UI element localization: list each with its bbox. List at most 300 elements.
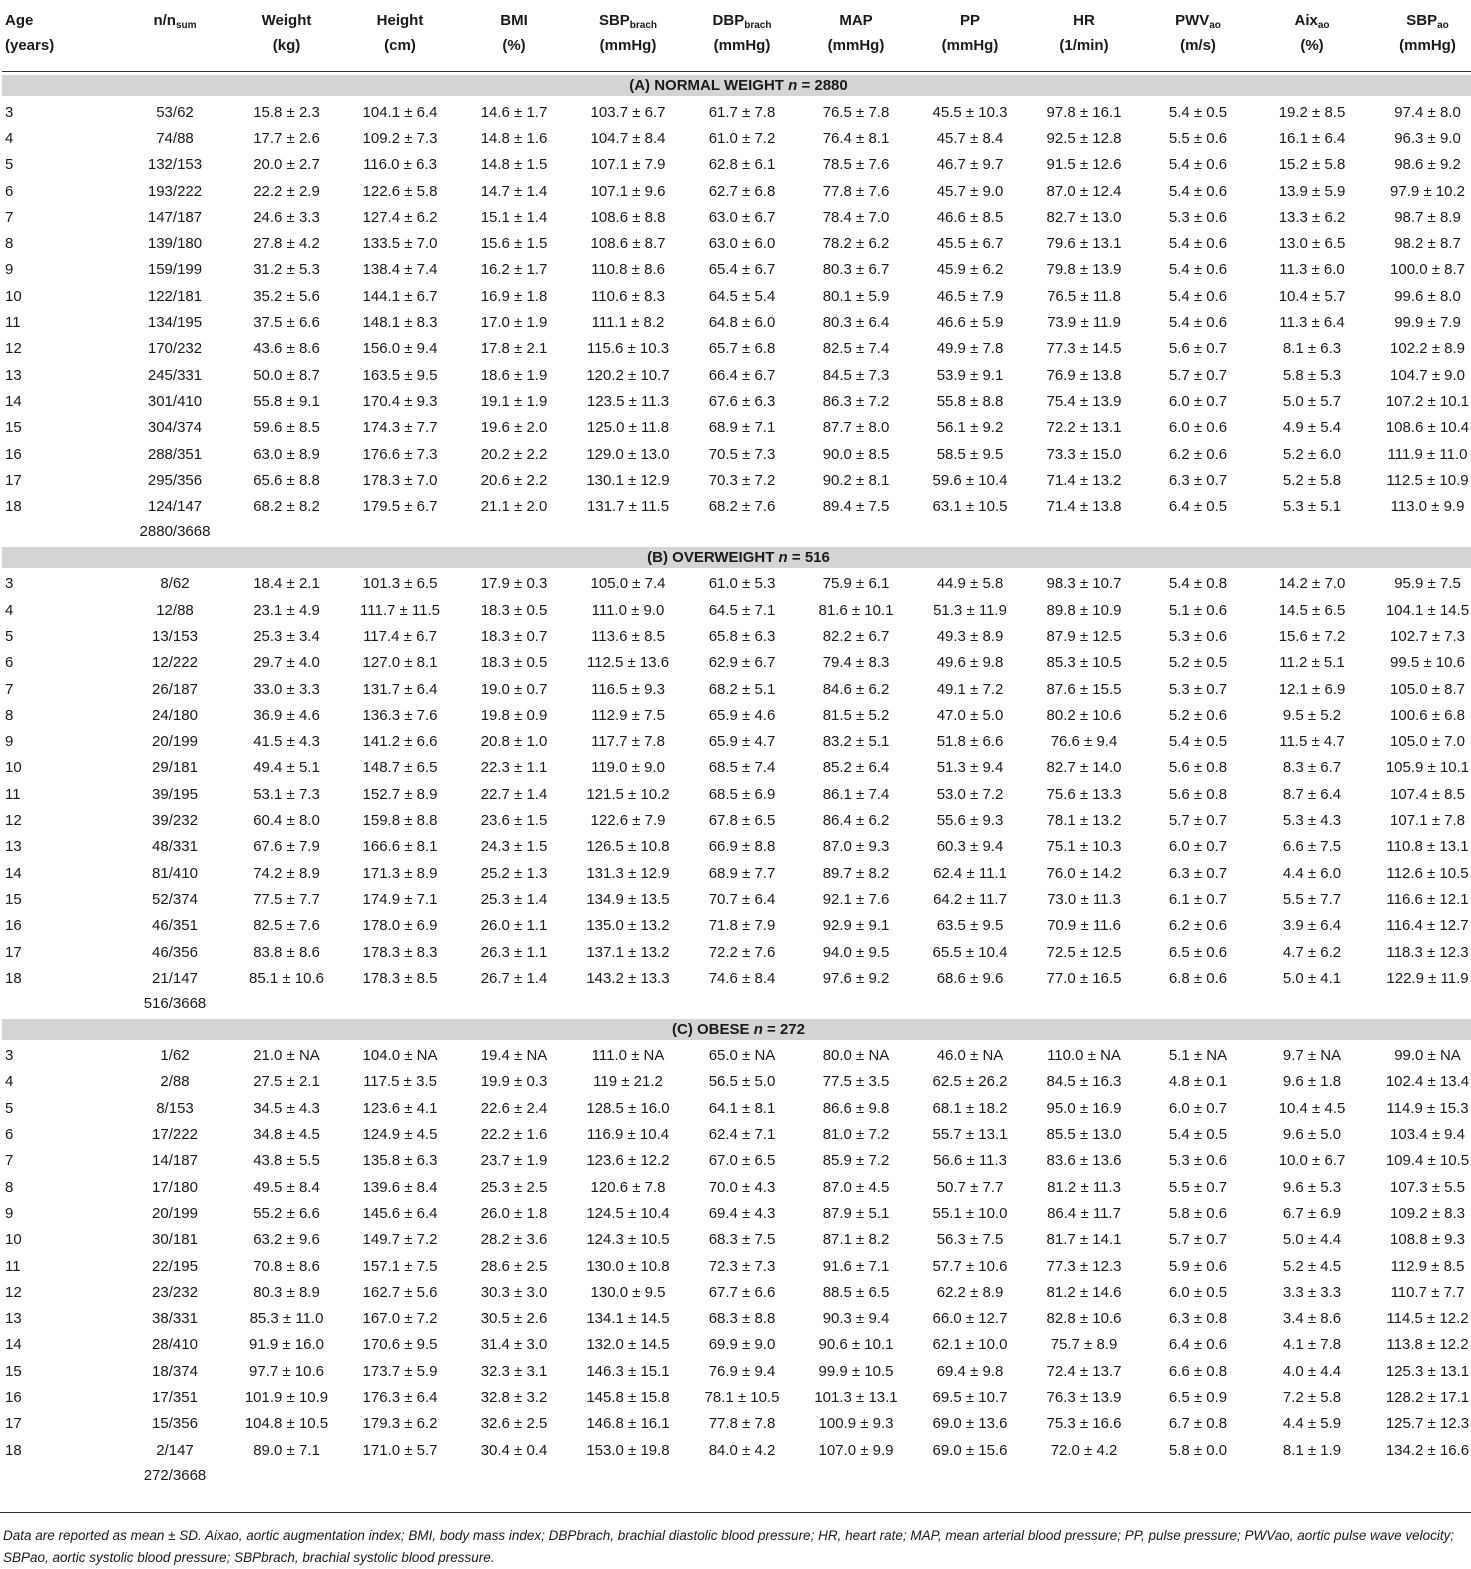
table-cell: 19.2 ± 8.5 [1278, 103, 1346, 121]
table-cell: 68.2 ± 7.6 [708, 498, 776, 516]
header-row [2, 0, 1471, 72]
table-cell: 78.1 ± 13.2 [1046, 812, 1122, 830]
table-cell: 96.3 ± 9.0 [1394, 129, 1461, 147]
table-row [2, 834, 1471, 860]
age-cell: 6 [5, 654, 14, 672]
table-cell: 84.5 ± 16.3 [1046, 1073, 1122, 1091]
table-cell: 26/187 [152, 680, 198, 698]
table-cell: 68.2 ± 8.2 [253, 498, 320, 516]
table-cell: 102.4 ± 13.4 [1385, 1073, 1470, 1091]
table-cell: 81.2 ± 14.6 [1046, 1283, 1122, 1301]
table-cell: 132/153 [147, 156, 203, 174]
table-cell: 49.9 ± 7.8 [936, 340, 1004, 358]
column-header [2, 0, 120, 72]
column-header-unit: (mmHg) [1399, 37, 1456, 54]
table-row [2, 1279, 1471, 1305]
table-cell: 73.9 ± 11.9 [1047, 314, 1121, 332]
table-cell: 104.1 ± 6.4 [362, 103, 438, 121]
table-cell: 66.9 ± 8.8 [708, 838, 776, 856]
table-cell: 74.6 ± 8.4 [708, 969, 776, 987]
age-cell: 7 [5, 208, 14, 226]
column-header-label: BMI [500, 12, 528, 29]
table-cell: 64.8 ± 6.0 [708, 314, 776, 332]
table-cell: 9.7 ± NA [1282, 1047, 1342, 1065]
table-cell: 26.0 ± 1.1 [480, 917, 548, 935]
section-n-symbol: n [788, 77, 798, 94]
table-cell: 94.0 ± 9.5 [822, 943, 890, 961]
table-cell: 56.6 ± 11.3 [933, 1152, 1007, 1170]
table-cell: 18.6 ± 1.9 [480, 366, 548, 384]
table-cell: 113.6 ± 8.5 [591, 627, 665, 645]
age-cell: 9 [5, 733, 14, 751]
table-cell: 6.1 ± 0.7 [1168, 890, 1228, 908]
age-cell: 15 [5, 1362, 22, 1380]
empty-cell [2, 520, 120, 544]
table-cell: 63.0 ± 8.9 [253, 445, 320, 463]
table-cell: 74.2 ± 8.9 [253, 864, 320, 882]
table-cell: 99.0 ± NA [1394, 1047, 1461, 1065]
table-cell: 111.0 ± NA [591, 1047, 665, 1065]
table-cell: 99.5 ± 10.6 [1390, 654, 1465, 672]
table-cell: 170/232 [147, 340, 203, 358]
table-cell: 72.4 ± 13.7 [1046, 1362, 1122, 1380]
table-cell: 124.5 ± 10.4 [586, 1204, 670, 1222]
table-cell: 179.5 ± 6.7 [362, 498, 438, 516]
table-cell: 135.0 ± 13.2 [586, 917, 670, 935]
table-row [2, 230, 1471, 256]
table-cell: 128.2 ± 17.1 [1385, 1389, 1470, 1406]
column-header-unit: (years) [5, 37, 55, 54]
age-cell: 3 [5, 575, 14, 593]
table-cell: 71.4 ± 13.8 [1046, 498, 1122, 516]
age-cell: 17 [5, 943, 22, 961]
table-cell: 12/222 [152, 654, 198, 672]
table-cell: 76.4 ± 8.1 [822, 129, 890, 147]
table-cell: 112.9 ± 8.5 [1390, 1257, 1465, 1275]
table-cell: 143.2 ± 13.3 [586, 969, 670, 987]
table-cell: 68.9 ± 7.7 [708, 864, 776, 882]
table-cell: 28.6 ± 2.5 [480, 1257, 548, 1275]
table-cell: 95.0 ± 16.9 [1046, 1099, 1122, 1117]
table-cell: 5.6 ± 0.8 [1168, 785, 1228, 803]
table-cell: 79.8 ± 13.9 [1046, 261, 1122, 279]
column-header-label: $SBP_{brach}$ [598, 12, 658, 31]
table-cell: 62.2 ± 8.9 [936, 1283, 1004, 1301]
table-cell: 304/374 [147, 419, 203, 437]
table-cell: 59.6 ± 8.5 [253, 419, 320, 437]
table-cell: 72.2 ± 7.6 [708, 943, 776, 961]
table-cell: 36.9 ± 4.6 [253, 706, 320, 724]
table-row [2, 388, 1471, 414]
column-header-label: $SBP_{ao}$ [1406, 12, 1449, 31]
table-cell: 176.6 ± 7.3 [362, 445, 438, 463]
table-cell: 67.8 ± 6.5 [708, 812, 776, 830]
table-cell: 9.6 ± 5.3 [1282, 1178, 1342, 1196]
table-cell: 6.7 ± 6.9 [1282, 1204, 1342, 1222]
table-cell: 50.7 ± 7.7 [936, 1178, 1004, 1196]
table-cell: 17.0 ± 1.9 [480, 314, 548, 332]
table-row [2, 1148, 1471, 1174]
table-cell: 43.6 ± 8.6 [253, 340, 320, 358]
empty-cell [457, 1463, 571, 1487]
table-cell: 69.0 ± 13.6 [932, 1415, 1008, 1433]
table-cell: 65.6 ± 8.8 [253, 471, 320, 489]
table-cell: 82.5 ± 7.4 [822, 340, 890, 358]
table-cell: 46.6 ± 5.9 [936, 314, 1004, 332]
section-header-cell [2, 544, 1471, 571]
table-cell: 99.9 ± 7.9 [1394, 314, 1461, 332]
column-header-label: HR [1073, 12, 1095, 29]
table-cell: 83.2 ± 5.1 [822, 733, 890, 751]
table-cell: 65.7 ± 6.8 [708, 340, 776, 358]
table-cell: 86.1 ± 7.4 [822, 785, 890, 803]
table-cell: 65.9 ± 4.6 [708, 706, 776, 724]
table-cell: 87.0 ± 4.5 [822, 1178, 890, 1196]
table-cell: 62.1 ± 10.0 [932, 1336, 1008, 1354]
table-cell: 90.0 ± 8.5 [822, 445, 890, 463]
table-cell: 166.6 ± 8.1 [362, 838, 438, 856]
table-cell: 78.5 ± 7.6 [822, 156, 890, 174]
table-cell: 112.6 ± 10.5 [1386, 864, 1469, 882]
table-cell: 5.8 ± 5.3 [1282, 366, 1342, 384]
table-cell: 97.8 ± 16.1 [1046, 103, 1122, 121]
table-cell: 3.9 ± 6.4 [1282, 917, 1342, 935]
table-cell: 77.0 ± 16.5 [1046, 969, 1122, 987]
table-cell: 72.5 ± 12.5 [1046, 943, 1122, 961]
table-cell: 38/331 [152, 1310, 198, 1328]
table-cell: 5.4 ± 0.5 [1168, 733, 1228, 751]
table-cell: 138.4 ± 7.4 [362, 261, 438, 279]
table-cell: 60.3 ± 9.4 [936, 838, 1004, 856]
table-cell: 69.4 ± 9.8 [936, 1362, 1004, 1380]
table-row [2, 702, 1471, 728]
table-cell: 53.0 ± 7.2 [936, 785, 1004, 803]
table-cell: 124.3 ± 10.5 [586, 1231, 670, 1249]
table-cell: 6.2 ± 0.6 [1168, 917, 1228, 935]
table-row [2, 204, 1471, 230]
table-cell: 113.8 ± 12.2 [1386, 1336, 1469, 1354]
table-cell: 68.3 ± 8.8 [708, 1310, 776, 1328]
table-cell: 120.2 ± 10.7 [586, 366, 670, 384]
table-cell: 76.9 ± 9.4 [708, 1362, 776, 1380]
table-cell: 25.3 ± 2.5 [480, 1178, 548, 1196]
empty-cell [2, 1463, 120, 1487]
table-cell: 55.1 ± 10.0 [932, 1204, 1008, 1222]
table-cell: 178.3 ± 7.0 [362, 471, 438, 489]
age-cell: 11 [5, 785, 21, 803]
table-cell: 87.9 ± 12.5 [1046, 627, 1122, 645]
table-cell: 90.2 ± 8.1 [822, 471, 890, 489]
table-cell: 65.0 ± NA [708, 1047, 776, 1065]
table-cell: 55.8 ± 8.8 [936, 392, 1004, 410]
table-cell: 64.1 ± 8.1 [708, 1099, 776, 1117]
table-cell: 43.8 ± 5.5 [253, 1152, 320, 1170]
table-cell: 3.3 ± 3.3 [1282, 1283, 1342, 1301]
table-cell: 83.6 ± 13.6 [1046, 1152, 1122, 1170]
table-cell: 5.4 ± 0.6 [1168, 261, 1228, 279]
table-cell: 65.9 ± 4.7 [708, 733, 776, 751]
table-row [2, 99, 1471, 125]
table-row [2, 1043, 1471, 1069]
section-header-label: (C) OBESE n = 272 [2, 1019, 1471, 1040]
table-cell: 131.7 ± 6.4 [362, 680, 438, 698]
table-cell: 8/62 [160, 575, 190, 593]
table-cell: 70.3 ± 7.2 [708, 471, 776, 489]
table-cell: 122.6 ± 7.9 [590, 812, 666, 830]
table-cell: 77.3 ± 14.5 [1046, 340, 1122, 358]
table-cell: 64.2 ± 11.7 [933, 890, 1007, 908]
table-cell: 5.4 ± 0.6 [1168, 182, 1228, 200]
table-cell: 5.2 ± 0.5 [1168, 654, 1228, 672]
table-cell: 10.4 ± 4.5 [1278, 1099, 1346, 1117]
table-cell: 51.3 ± 11.9 [933, 601, 1007, 619]
table-cell: 66.0 ± 12.7 [932, 1310, 1008, 1328]
table-cell: 5.2 ± 0.6 [1168, 706, 1228, 724]
table-row [2, 676, 1471, 702]
table-cell: 123.6 ± 12.2 [586, 1152, 670, 1170]
age-cell: 13 [5, 366, 22, 384]
table-cell: 112.5 ± 10.9 [1386, 471, 1469, 489]
table-cell: 26.3 ± 1.1 [480, 943, 548, 961]
table-cell: 12.1 ± 6.9 [1278, 680, 1346, 698]
table-cell: 19.9 ± 0.3 [480, 1073, 548, 1091]
table-cell: 107.1 ± 7.9 [590, 156, 666, 174]
table-row [2, 309, 1471, 335]
table-cell: 5.4 ± 0.5 [1168, 103, 1228, 121]
table-cell: 76.9 ± 13.8 [1046, 366, 1122, 384]
table-cell: 108.8 ± 9.3 [1390, 1231, 1465, 1249]
table-cell: 18.3 ± 0.5 [480, 601, 548, 619]
column-header-unit: (%) [1300, 37, 1324, 54]
table-cell: 6.0 ± 0.7 [1168, 1099, 1228, 1117]
empty-cell [1369, 1463, 1471, 1487]
table-cell: 100.0 ± 8.7 [1390, 261, 1465, 279]
table-cell: 5.3 ± 0.6 [1168, 627, 1228, 645]
table-cell: 134.2 ± 16.6 [1385, 1441, 1470, 1459]
table-cell: 30.4 ± 0.4 [480, 1441, 548, 1459]
table-cell: 77.5 ± 7.7 [253, 890, 320, 908]
table-cell: 137.1 ± 13.2 [586, 943, 670, 961]
table-cell: 178.0 ± 6.9 [362, 917, 438, 935]
table-cell: 13/153 [152, 627, 198, 645]
age-cell: 8 [5, 235, 14, 253]
empty-cell [571, 520, 685, 544]
table-row [2, 152, 1471, 178]
table-cell: 67.0 ± 6.5 [708, 1152, 776, 1170]
table-cell: 13.9 ± 5.9 [1278, 182, 1346, 200]
table-cell: 87.0 ± 9.3 [822, 838, 890, 856]
empty-cell [685, 1463, 799, 1487]
table-row [2, 913, 1471, 939]
column-header-subscript: ao [1437, 20, 1449, 31]
empty-cell [2, 992, 120, 1016]
table-cell: 11.3 ± 6.0 [1279, 261, 1345, 279]
table-cell: 64.5 ± 7.1 [708, 601, 776, 619]
table-cell: 21/147 [152, 969, 198, 987]
table-cell: 32.3 ± 3.1 [480, 1362, 548, 1380]
table-cell: 87.9 ± 5.1 [822, 1204, 890, 1222]
table-cell: 20.8 ± 1.0 [480, 733, 548, 751]
table-cell: 105.0 ± 7.0 [1390, 733, 1465, 751]
table-cell: 29.7 ± 4.0 [253, 654, 320, 672]
table-cell: 34.8 ± 4.5 [253, 1126, 320, 1144]
table-row [2, 571, 1471, 597]
age-cell: 7 [5, 1152, 14, 1170]
table-cell: 46.7 ± 9.7 [936, 156, 1004, 174]
table-cell: 108.6 ± 10.4 [1385, 419, 1470, 437]
table-cell: 111.9 ± 11.0 [1387, 445, 1468, 463]
table-cell: 159.8 ± 8.8 [362, 812, 438, 830]
table-cell: 15.6 ± 1.5 [480, 235, 548, 253]
table-cell: 5.4 ± 0.6 [1168, 287, 1228, 305]
table-cell: 134.1 ± 14.5 [586, 1310, 670, 1328]
table-cell: 60.4 ± 8.0 [253, 812, 320, 830]
table-cell: 61.7 ± 7.8 [708, 103, 776, 121]
empty-cell [230, 520, 343, 544]
table-cell: 6.5 ± 0.6 [1168, 943, 1228, 961]
column-header [1141, 0, 1255, 72]
table-cell: 4.8 ± 0.1 [1168, 1073, 1228, 1091]
table-cell: 5.8 ± 0.6 [1168, 1204, 1228, 1222]
table-cell: 97.4 ± 8.0 [1394, 103, 1461, 121]
table-cell: 171.3 ± 8.9 [362, 864, 438, 882]
age-cell: 14 [5, 392, 22, 410]
age-cell: 8 [5, 706, 14, 724]
table-cell: 71.4 ± 13.2 [1046, 471, 1122, 489]
table-cell: 6.0 ± 0.7 [1168, 838, 1228, 856]
table-row [2, 939, 1471, 965]
table-cell: 45.5 ± 6.7 [936, 235, 1004, 253]
table-cell: 7.2 ± 5.8 [1282, 1389, 1342, 1406]
table-cell: 5.7 ± 0.7 [1168, 1231, 1228, 1249]
table-row [2, 1227, 1471, 1253]
table-cell: 55.8 ± 9.1 [253, 392, 320, 410]
column-header [457, 0, 571, 72]
table-cell: 178.3 ± 8.3 [362, 943, 438, 961]
table-cell: 27.8 ± 4.2 [253, 235, 320, 253]
table-cell: 108.6 ± 8.7 [590, 235, 666, 253]
table-cell: 62.4 ± 11.1 [933, 864, 1007, 882]
table-cell: 110.0 ± NA [1047, 1047, 1121, 1065]
table-row [2, 178, 1471, 204]
table-cell: 76.6 ± 9.4 [1050, 733, 1118, 751]
empty-cell [343, 520, 457, 544]
table-row [2, 467, 1471, 493]
table-cell: 117.4 ± 6.7 [363, 627, 437, 645]
table-cell: 76.5 ± 11.8 [1047, 287, 1121, 305]
table-cell: 6.0 ± 0.5 [1168, 1283, 1228, 1301]
table-cell: 70.5 ± 7.3 [708, 445, 776, 463]
table-cell: 109.2 ± 7.3 [362, 129, 438, 147]
table-cell: 22.2 ± 1.6 [480, 1126, 548, 1144]
table-cell: 84.0 ± 4.2 [708, 1441, 776, 1459]
table-cell: 45.7 ± 8.4 [936, 129, 1004, 147]
table-cell: 89.8 ± 10.9 [1046, 601, 1122, 619]
table-cell: 39/232 [152, 812, 198, 830]
column-header-label: PP [959, 12, 980, 29]
column-header-label: Weight [261, 12, 312, 29]
table-cell: 110.8 ± 13.1 [1386, 838, 1469, 856]
table-cell: 116.4 ± 12.7 [1386, 917, 1469, 935]
table-cell: 18/374 [152, 1362, 198, 1380]
table-row [2, 1121, 1471, 1147]
table-cell: 109.4 ± 10.5 [1385, 1152, 1470, 1170]
table-row [2, 1411, 1471, 1437]
empty-cell [571, 992, 685, 1016]
table-row [2, 441, 1471, 467]
table-cell: 45.5 ± 10.3 [932, 103, 1008, 121]
age-cell: 6 [5, 182, 14, 200]
table-cell: 75.3 ± 16.6 [1046, 1415, 1122, 1433]
table-cell: 14.2 ± 7.0 [1278, 575, 1346, 593]
empty-cell [457, 992, 571, 1016]
table-cell: 73.3 ± 15.0 [1046, 445, 1122, 463]
table-cell: 22.7 ± 1.4 [480, 785, 548, 803]
column-header-subscript: ao [1209, 20, 1221, 31]
table-row [2, 597, 1471, 623]
table-cell: 80.2 ± 10.6 [1046, 706, 1122, 724]
table-cell: 53/62 [156, 103, 194, 121]
empty-cell [1255, 1463, 1369, 1487]
empty-cell [1027, 520, 1141, 544]
table-cell: 51.8 ± 6.6 [936, 733, 1004, 751]
table-cell: 86.3 ± 7.2 [822, 392, 890, 410]
table-cell: 82.2 ± 6.7 [822, 627, 890, 645]
table-cell: 5.6 ± 0.7 [1168, 340, 1228, 358]
age-cell: 11 [5, 1257, 21, 1275]
table-cell: 46.6 ± 8.5 [936, 208, 1004, 226]
table-cell: 5.3 ± 0.7 [1168, 680, 1228, 698]
table-cell: 17.7 ± 2.6 [253, 129, 320, 147]
table-row [2, 415, 1471, 441]
table-cell: 8/153 [156, 1099, 194, 1117]
empty-cell [571, 1463, 685, 1487]
empty-cell [1027, 992, 1141, 1016]
table-cell: 133.5 ± 7.0 [362, 235, 438, 253]
table-cell: 49.1 ± 7.2 [936, 680, 1004, 698]
table-cell: 9.6 ± 5.0 [1282, 1126, 1342, 1144]
table-cell: 149.7 ± 7.2 [362, 1231, 438, 1249]
empty-cell [685, 520, 799, 544]
table-cell: 6.4 ± 0.6 [1168, 1336, 1228, 1354]
table-cell: 114.5 ± 12.2 [1386, 1310, 1469, 1328]
column-header [1255, 0, 1369, 72]
table-row [2, 336, 1471, 362]
table-cell: 18.3 ± 0.5 [480, 654, 548, 672]
age-cell: 6 [5, 1126, 14, 1144]
section-n-symbol: n [753, 1020, 763, 1038]
table-cell: 5.3 ± 5.1 [1282, 498, 1342, 516]
age-cell: 16 [5, 917, 22, 935]
table-cell: 25.3 ± 3.4 [253, 627, 320, 645]
table-cell: 167.0 ± 7.2 [362, 1310, 438, 1328]
table-cell: 112.9 ± 7.5 [591, 706, 665, 724]
table-row [2, 1069, 1471, 1095]
age-cell: 18 [5, 969, 22, 987]
table-cell: 20/199 [152, 1204, 198, 1222]
table-cell: 178.3 ± 8.5 [362, 969, 438, 987]
table-cell: 5.5 ± 0.6 [1168, 129, 1228, 147]
table-cell: 125.0 ± 11.8 [586, 419, 670, 437]
column-header [913, 0, 1027, 72]
empty-cell [1369, 992, 1471, 1016]
table-cell: 82.7 ± 14.0 [1046, 759, 1122, 777]
table-cell: 107.2 ± 10.1 [1385, 392, 1470, 410]
table-cell: 103.4 ± 9.4 [1390, 1126, 1465, 1144]
table-row [2, 1358, 1471, 1384]
table-cell: 130.0 ± 10.8 [586, 1257, 670, 1275]
table-cell: 75.1 ± 10.3 [1046, 838, 1122, 856]
